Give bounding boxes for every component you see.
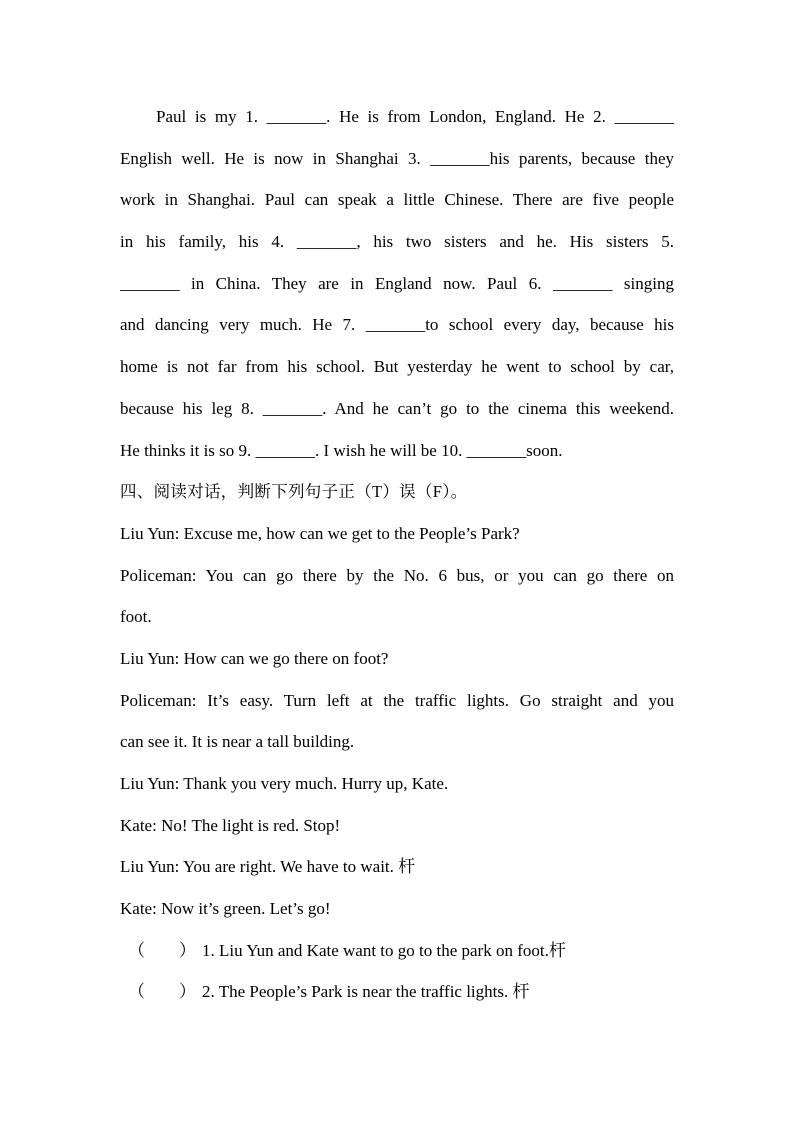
dialogue-line: Kate: No! The light is red. Stop!: [120, 815, 341, 835]
dialogue-line: Liu Yun: You are right. We have to wait. 杆: [120, 857, 416, 877]
document-page: [120, 96, 674, 1013]
dialogue-line: foot.: [120, 607, 152, 627]
answer-blank[interactable]: （ ）: [128, 982, 196, 1002]
question-text: 1. Liu Yun and Kate want to go to the park on foot.杆: [202, 940, 566, 960]
dialogue-line: Policeman: It’s easy. Turn left at the traffic lights. Go straight and you: [120, 690, 674, 710]
section-heading: 四、阅读对话，判断下列句子正（T）误（F）。: [120, 482, 468, 502]
passage-line: because his leg 8. _______. And he can’t go to the cinema this weekend.: [120, 398, 674, 418]
passage-line: work in Shanghai. Paul can speak a little Chinese. There are five people: [120, 190, 674, 210]
passage-line: _______ in China. They are in England now. Paul 6. _______ singing: [120, 273, 674, 293]
passage-line: home is not far from his school. But yesterday he went to school by car,: [120, 357, 674, 377]
true-false-questions: [120, 930, 674, 1013]
passage-line: English well. He is now in Shanghai 3. _______his parents, because they: [120, 148, 674, 168]
dialogue: [120, 513, 674, 930]
answer-blank[interactable]: （ ）: [128, 940, 196, 960]
question-item: [120, 971, 674, 1013]
dialogue-line: Liu Yun: How can we go there on foot?: [120, 648, 389, 668]
passage-line: and dancing very much. He 7. _______to school every day, because his: [120, 315, 674, 335]
passage-line: in his family, his 4. _______, his two sisters and he. His sisters 5.: [120, 232, 674, 252]
question-item: [120, 930, 674, 972]
dialogue-line: Policeman: You can go there by the No. 6 bus, or you can go there on: [120, 565, 674, 585]
dialogue-line: Liu Yun: Excuse me, how can we get to the People’s Park?: [120, 523, 520, 543]
dialogue-line: Kate: Now it’s green. Let’s go!: [120, 899, 331, 919]
dialogue-line: can see it. It is near a tall building.: [120, 732, 355, 752]
question-text: 2. The People’s Park is near the traffic lights. 杆: [202, 982, 530, 1002]
dialogue-line: Liu Yun: Thank you very much. Hurry up, Kate.: [120, 774, 449, 793]
passage-line: Paul is my 1. _______. He is from London, England. He 2. _______: [156, 107, 674, 126]
cloze-passage: [120, 96, 674, 471]
passage-line: He thinks it is so 9. _______. I wish he will be 10. _______soon.: [120, 440, 563, 460]
